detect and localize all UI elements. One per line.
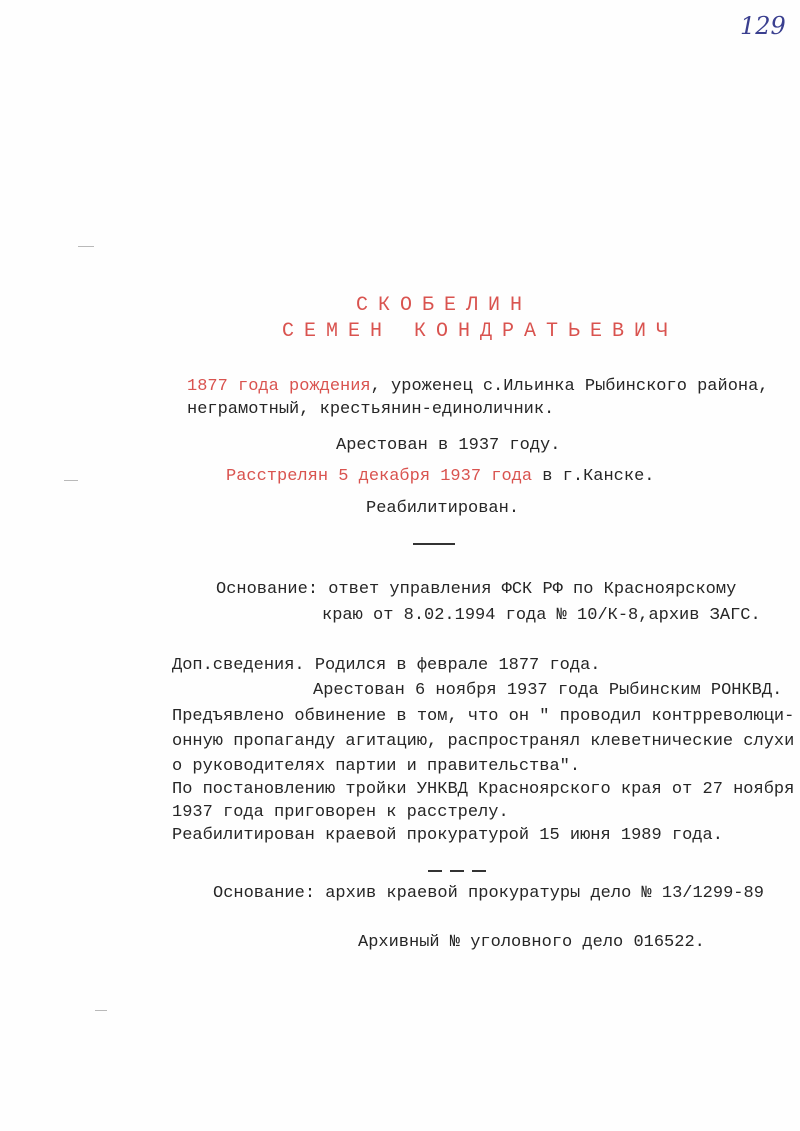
details-line-3: Предъявлено обвинение в том, что он " проводил контрреволюци- [172,707,795,726]
details-line-4: онную пропаганду агитацию, распространял клеветнические слухи [172,732,795,751]
details-line-1: Доп.сведения. Родился в феврале 1877 года. [172,656,601,675]
arrest-line: Арестован в 1937 году. [336,436,561,455]
details-line-8: Реабилитирован краевой прокуратурой 15 июня 1989 года. [172,826,723,845]
separator-dash [472,870,486,872]
surname-title: СКОБЕЛИН [356,294,533,317]
details-line-6: По постановлению тройки УНКВД Красноярского края от 27 ноября [172,780,795,799]
details-line-5: о руководителях партии и правительства". [172,757,581,776]
bio-line-1 [187,377,769,397]
scan-speck [78,246,94,247]
scan-speck [64,480,78,481]
page-number: 129 [740,12,786,40]
rehabilitated-line: Реабилитирован. [366,499,520,518]
bio-line-2: неграмотный, крестьянин-единоличник. [187,400,555,419]
birth-year: 1877 года рождения [187,377,371,396]
details-line-7: 1937 года приговорен к расстрелу. [172,803,509,822]
birth-place: , уроженец с.Ильинка Рыбинского района, [370,377,769,396]
separator-dash [428,870,442,872]
execution-line [226,467,654,487]
basis-line-2: краю от 8.02.1994 года № 10/К-8,архив ЗАГС. [322,606,761,625]
details-line-2: Арестован 6 ноября 1937 года Рыбинским РОНКВД. [313,681,783,700]
archive-basis-line: Основание: архив краевой прокуратуры дело № 13/1299-89 [213,884,764,903]
scan-speck [95,1010,107,1011]
execution-place: в г.Канске. [532,467,655,486]
separator-dash [450,870,464,872]
given-name-title: СЕМЕН КОНДРАТЬЕВИЧ [282,320,679,343]
separator-rule [413,543,455,545]
archive-number-line: Архивный № уголовного дело 016522. [358,933,705,952]
execution-date: Расстрелян 5 декабря 1937 года [226,467,533,486]
basis-line-1: Основание: ответ управления ФСК РФ по Красноярскому [216,580,737,599]
